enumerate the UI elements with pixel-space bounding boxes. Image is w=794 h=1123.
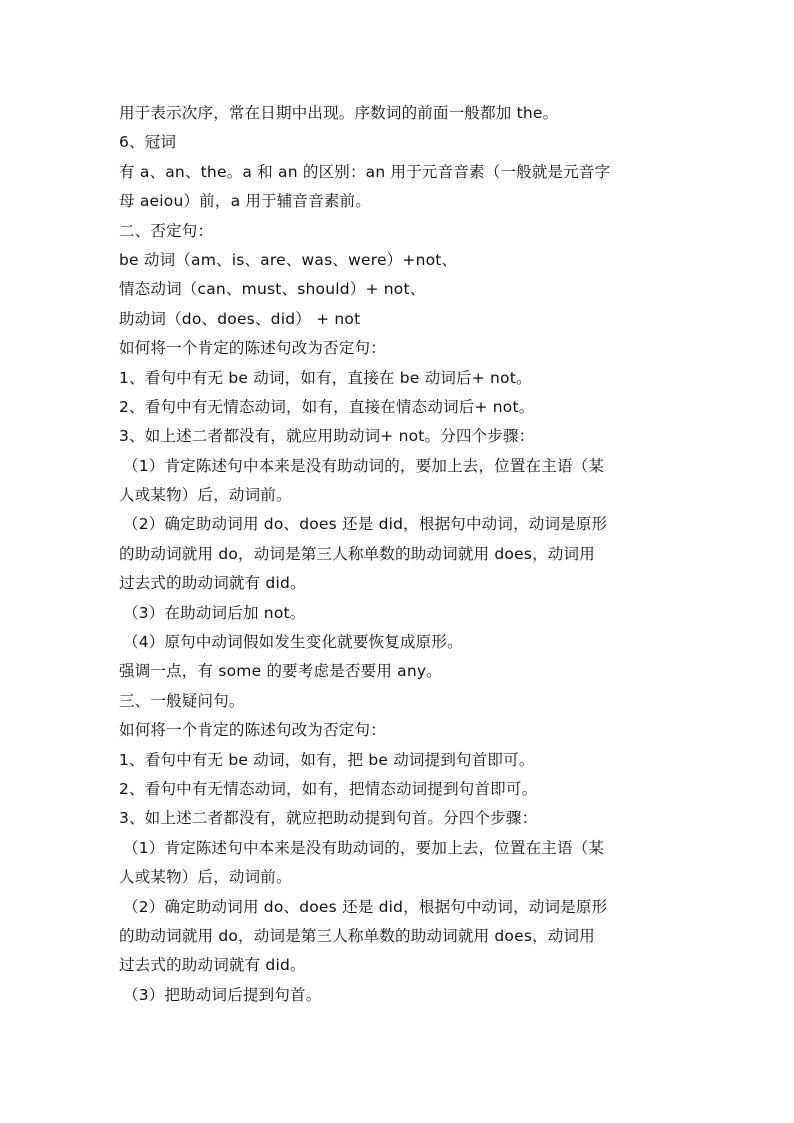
step-item: （1）肯定陈述句中本来是没有助动词的，要加上去，位置在主语（某 [123, 838, 605, 857]
text-line: 有 a、an、the。a 和 an 的区别：an 用于元音音素（一般就是元音字 [119, 162, 611, 181]
step-item: （4）原句中动词假如发生变化就要恢复成原形。 [123, 633, 463, 652]
text-line: be 动词（am、is、are、was、were）+not、 [119, 250, 458, 269]
text-line: 母 aeiou）前，a 用于辅音音素前。 [119, 192, 372, 211]
document-body [119, 99, 679, 1010]
step-item: （1）肯定陈述句中本来是没有助动词的，要加上去，位置在主语（某 [123, 456, 605, 475]
text-line: 的助动词就用 do，动词是第三人称单数的助动词就用 does，动词用 [119, 544, 595, 563]
section-heading-articles: 6、冠词 [119, 133, 177, 152]
step-item: （3）把助动词后提到句首。 [123, 985, 322, 1004]
text-line: 助动词（do、does、did） + not [119, 309, 361, 328]
text-line: 强调一点，有 some 的要考虑是否要用 any。 [119, 662, 442, 681]
section-heading-negative: 二、否定句： [119, 221, 214, 240]
text-line: 人或某物）后，动词前。 [119, 868, 292, 887]
step-item: （3）在助动词后加 not。 [123, 603, 306, 622]
step-item: （2）确定助动词用 do、does 还是 did，根据句中动词，动词是原形 [123, 515, 608, 534]
text-line: 情态动词（can、must、should）+ not、 [119, 280, 426, 299]
text-line: 用于表示次序，常在日期中出现。序数词的前面一般都加 the。 [119, 104, 559, 122]
list-item: 2、看句中有无情态动词，如有，把情态动词提到句首即可。 [119, 779, 538, 798]
list-item: 2、看句中有无情态动词，如有，直接在情态动词后+ not。 [119, 397, 535, 416]
list-item: 3、如上述二者都没有，就应用助动词+ not。分四个步骤： [119, 427, 535, 446]
text-line: 如何将一个肯定的陈述句改为否定句： [119, 339, 386, 358]
text-line: 的助动词就用 do，动词是第三人称单数的助动词就用 does，动词用 [119, 926, 595, 945]
step-item: （2）确定助动词用 do、does 还是 did，根据句中动词，动词是原形 [123, 897, 608, 916]
text-line: 过去式的助动词就有 did。 [119, 574, 306, 593]
text-line: 如何将一个肯定的陈述句改为否定句： [119, 721, 386, 740]
text-line: 过去式的助动词就有 did。 [119, 956, 306, 975]
list-item: 3、如上述二者都没有，就应把助动提到句首。分四个步骤： [119, 809, 538, 828]
text-line: 人或某物）后，动词前。 [119, 486, 292, 505]
list-item: 1、看句中有无 be 动词，如有，直接在 be 动词后+ not。 [119, 368, 532, 387]
section-heading-questions: 三、一般疑问句。 [119, 691, 245, 710]
list-item: 1、看句中有无 be 动词，如有，把 be 动词提到句首即可。 [119, 750, 535, 769]
